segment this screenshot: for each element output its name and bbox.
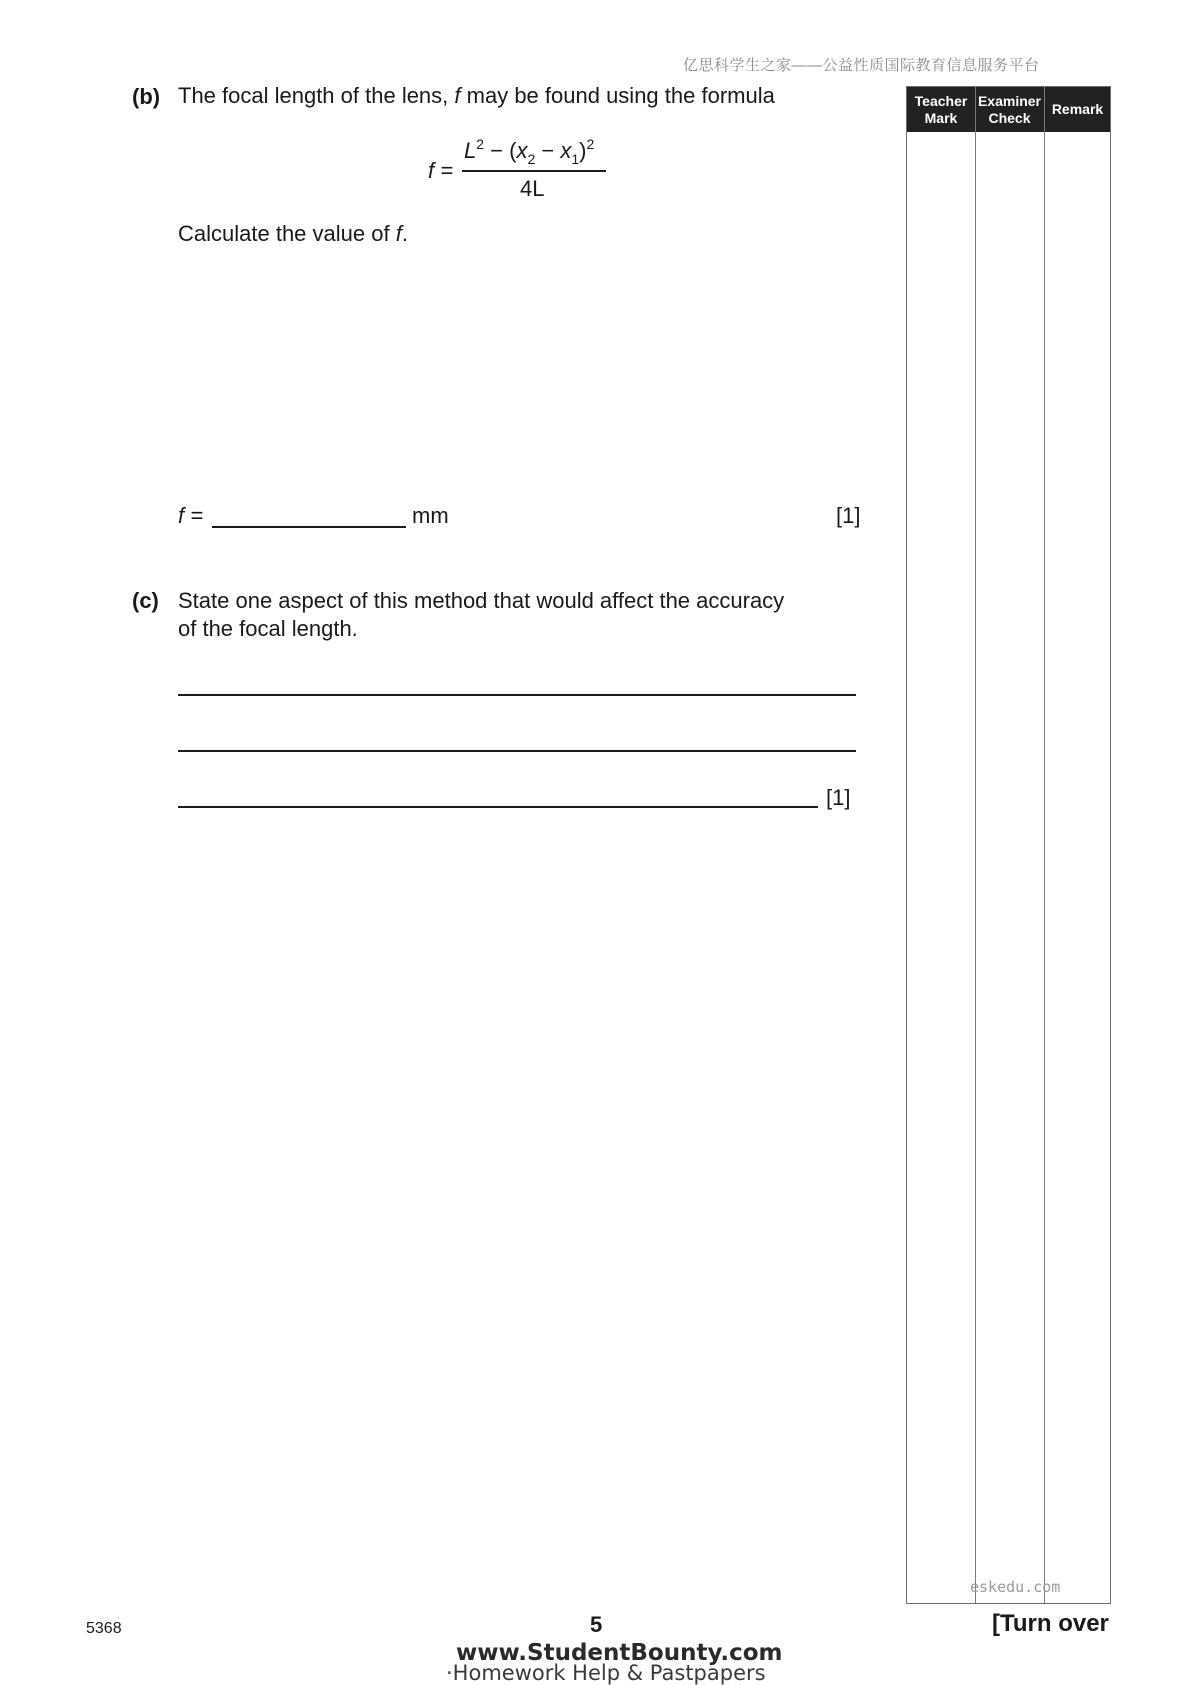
part-c-label: (c) <box>132 588 159 613</box>
part-c-marks: [1] <box>826 785 851 810</box>
col-teacher-mark: Teacher Mark <box>914 92 968 126</box>
answer-f-line[interactable] <box>212 526 406 528</box>
focal-length-formula <box>428 132 618 202</box>
footer-site-tagline: ·Homework Help & Pastpapers <box>446 1661 766 1685</box>
paper-code: 5368 <box>86 1620 122 1637</box>
col-examiner-check: Examiner Check <box>977 92 1042 126</box>
part-b-text-pre: The focal length of the lens, <box>178 83 455 108</box>
col-remark: Remark <box>1051 101 1104 117</box>
part-b-question <box>178 82 775 110</box>
formula-fraction-bar <box>462 170 606 172</box>
part-b-text-post: may be found using the formula <box>460 83 775 108</box>
mark-table-divider-1 <box>975 87 976 1603</box>
part-b-marks: [1] <box>836 503 861 528</box>
part-c-line1: State one aspect of this method that would affect the accuracy <box>178 588 785 613</box>
formula-denominator: 4L <box>520 176 545 201</box>
answer-f-unit: mm <box>412 503 449 528</box>
footer-site-logo: www.StudentBounty.com <box>456 1640 783 1666</box>
answer-c-line-2[interactable] <box>178 750 856 752</box>
part-b-label: (b) <box>132 84 161 109</box>
part-c-line2: of the focal length. <box>178 616 358 641</box>
mark-table-watermark: eskedu.com <box>970 1578 1061 1596</box>
part-b-instruction: Calculate the value of f. <box>178 221 408 246</box>
answer-c-line-3[interactable] <box>178 806 818 808</box>
header-watermark: 亿思科学生之家——公益性质国际教育信息服务平台 <box>683 57 1040 74</box>
answer-c-line-1[interactable] <box>178 694 856 696</box>
formula-lhs: f = <box>428 158 454 183</box>
formula-numerator: $L^2 - (x_2 - x_1)^2$ <box>464 136 595 167</box>
mark-table-divider-2 <box>1044 87 1045 1603</box>
page-number: 5 <box>590 1612 603 1637</box>
answer-f-label: f = <box>178 503 204 528</box>
mark-table <box>906 86 1111 1604</box>
part-b-var: f <box>454 83 461 108</box>
turn-over: [Turn over <box>992 1610 1109 1637</box>
